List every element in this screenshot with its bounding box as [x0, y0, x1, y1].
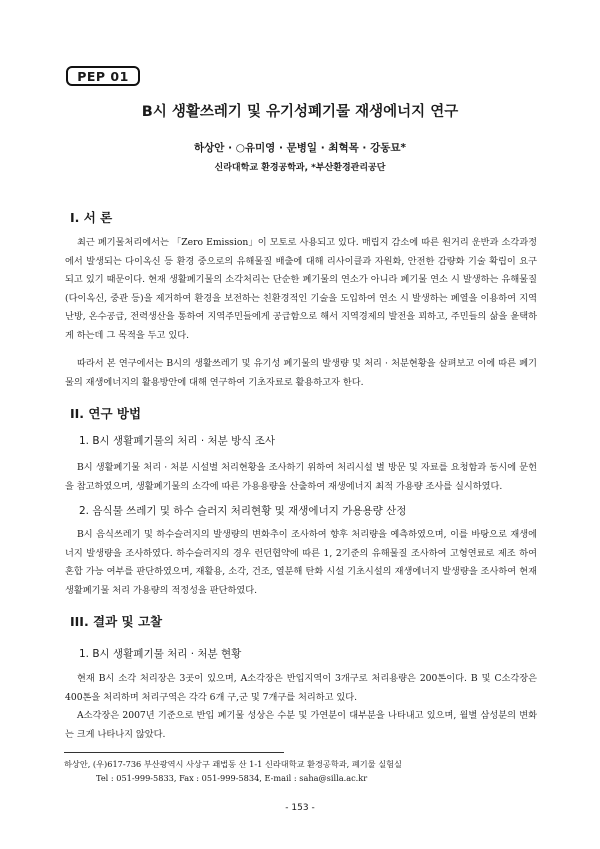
intro-paragraph-1: 최근 폐기물처리에서는 「Zero Emission」이 모토로 사용되고 있다. 매립지 감소에 따른 원거리 운반과 소각과정에서 발생되는 다이옥신 등 환경 중으로의 유해물질 배출에 대해 리사이클과 자원화, 안전한 감량화 기술 확립이 요구되고 있기 때문이다. 현재 생활폐기물의 소각처리는 단순한 폐기물의 연소가 아니라 폐기물 연소 시 발생하는 유해물질(다이옥신, 중관 등)을 제거하여 환경을 보전하는 친환경적인 기술을 도입하여 연소 시 발생하는 폐열을 이용하여 지역난방, 온수공급, 전력생산을 통하여 지역주민들에게 공급함으로 해서 지역경제의 발전을 꾀하고, 주민들의 삶을 윤택하게 하는데 그 목적을 두고 있다.	[65, 237, 537, 341]
section-heading-results: III. 결과 및 고찰	[70, 614, 163, 629]
methods-paragraph-1: B시 생활폐기물 처리 · 처분 시설별 처리현황을 조사하기 위하여 처리시설 별 방문 및 자료를 요청함과 동시에 문헌을 참고하였으며, 생활폐기물의 소각에 따른 가용용량을 산출하여 재생에너지 최적 가용량 조사를 실시하였다.	[65, 462, 537, 492]
paper-title: B시 생활쓰레기 및 유기성폐기물 재생에너지 연구	[141, 104, 459, 120]
section-heading-methods: II. 연구 방법	[70, 406, 142, 421]
footnote-contact: Tel : 051-999-5833, Fax : 051-999-5834, E-mail : saha@silla.ac.kr	[96, 773, 368, 783]
results-paragraph-1: 현재 B시 소각 처리장은 3곳이 있으며, A소각장은 반입지역이 3개구로 처리용량은 200톤이다. B 및 C소각장은 400톤을 처리하며 처리구역은 각각 6개 구,군 및 7개구를 처리하고 있다.	[65, 673, 537, 703]
intro-paragraph-2: 따라서 본 연구에서는 B시의 생활쓰레기 및 유기성 폐기물의 발생량 및 처리 · 처분현황을 살펴보고 이에 따른 폐기물의 재생에너지의 활용방안에 대해 연구하여 기초자료로 활용하고자 한다.	[65, 358, 537, 388]
footnote-address: 하상안, (우)617-736 부산광역시 사상구 괘법동 산 1-1 신라대학교 환경공학과, 폐기물 실험실	[64, 759, 402, 769]
subsection-heading-results-1: 1. B시 생활폐기물 처리 · 처분 현황	[79, 648, 242, 660]
affiliation: 신라대학교 환경공학과, *부산환경관리공단	[214, 163, 386, 173]
page-number: - 153 -	[285, 803, 315, 813]
subsection-heading-methods-1: 1. B시 생활폐기물의 처리 · 처분 방식 조사	[79, 435, 276, 447]
paper-id-badge: PEP 01	[66, 66, 140, 86]
section-heading-introduction: I. 서 론	[70, 210, 113, 225]
author-list: 하상안 · ○유미영 · 문병일 · 최혁목 · 강동묘*	[194, 142, 406, 154]
footnote-divider	[64, 752, 284, 753]
subsection-heading-methods-2: 2. 음식물 쓰레기 및 하수 슬러지 처리현황 및 재생에너지 가용용량 산정	[79, 505, 407, 517]
methods-paragraph-2: B시 음식쓰레기 및 하수슬러지의 발생량의 변화추이 조사하여 향후 처리량을 예측하였으며, 이를 바탕으로 재생에너지 발생량을 조사하였다. 하수슬러지의 경우 런던협약에 따른 1, 2기준의 유해물질 조사하여 고형연료로 제조 하여 혼합 가능 여부를 판단하였으며, 재활용, 소각, 건조, 열분해 탄화 시설 기초시설의 재생에너지 발생량을 조사하여 현재 생활폐기물 처리 가용량의 적정성을 판단하였다.	[65, 529, 537, 596]
results-paragraph-2: A소각장은 2007년 기준으로 반입 폐기물 성상은 수분 및 가연분이 대부분을 나타내고 있으며, 월별 삼성분의 변화는 크게 나타나지 않았다.	[65, 710, 537, 740]
